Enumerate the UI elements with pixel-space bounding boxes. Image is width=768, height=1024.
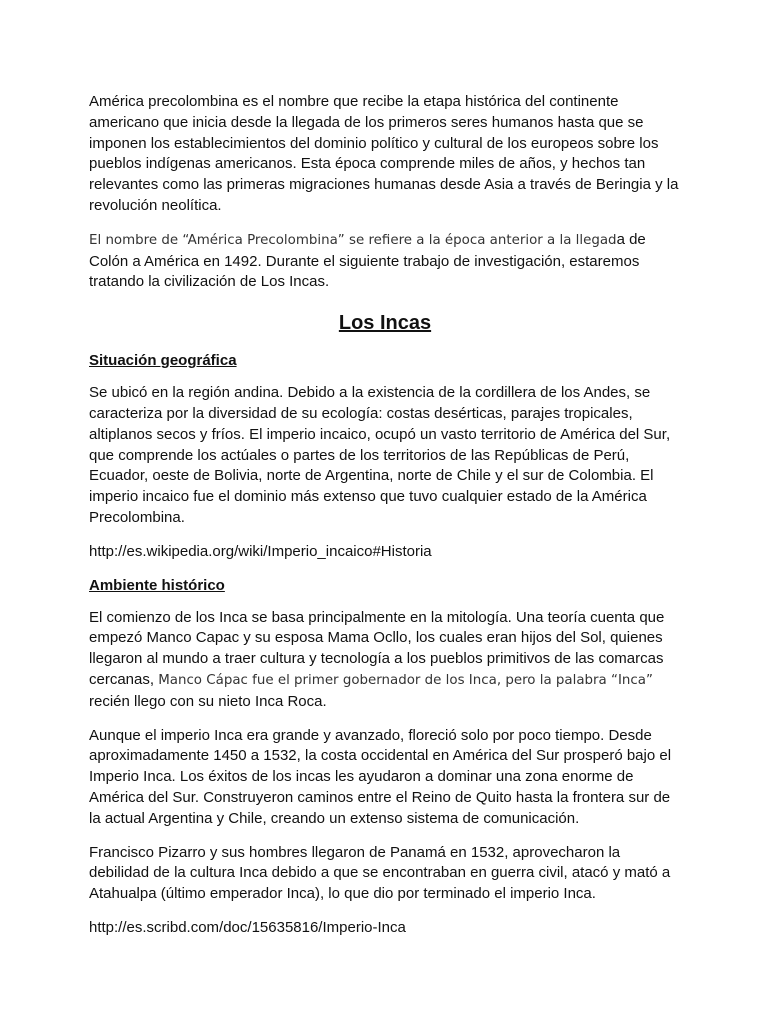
document-page [89,92,681,939]
ambiente-paragraph-1 [89,608,681,713]
section-heading-situacion: Situación geográfica [89,352,237,370]
wikipedia-link[interactable]: http://es.wikipedia.org/wiki/Imperio_incaico#Historia [89,542,432,560]
ambiente-p1-end: recién llego con su nieto Inca Roca. [89,692,327,710]
nombre-paragraph [89,230,681,293]
intro-paragraph: América precolombina es el nombre que recibe la etapa histórica del continente americano que inicia desde la llegada de los primeros seres humanos hasta que se imponen los establecimientos del dominio político y cultural de los europeos sobre los pueblos indígenas americanos. Esta época comprende miles de años, y hechos tan relevantes como las primeras migraciones humanas desde Asia a través de Beringia y la revolución neolítica. [89,93,679,214]
ambiente-paragraph-2: Aunque el imperio Inca era grande y avanzado, floreció solo por poco tiempo. Desde aproximadamente 1450 a 1532, la costa occidental en América del Sur prosperó bajo el Imperio Inca. Los éxitos de los incas les ayudaron a dominar una zona enorme de América del Sur. Construyeron caminos entre el Reino de Quito hasta la frontera sur de la actual Argentina y Chile, creando un extenso sistema de comunicación. [89,726,672,827]
page-title: Los Incas [338,312,432,335]
situacion-paragraph: Se ubicó en la región andina. Debido a la existencia de la cordillera de los Andes, se caracteriza por la diversidad de su ecología: costas desérticas, parajes tropicales, altiplanos secos y fríos. El imperio incaico, ocupó un vasto territorio de América del Sur, que comprende los actúales o partes de los territorios de las Repúblicas de Perú, Ecuador, oeste de Bolivia, norte de Argentina, norte de Chile y el sur de Colombia. El imperio incaico fue el dominio más extenso que tuvo cualquier estado de la América Precolombina. [89,384,671,526]
ambiente-p1-alt-font: Manco Cápac fue el primer gobernador de los Inca, pero la palabra “Inca” [158,672,653,688]
nombre-text-alt-font: El nombre de “América Precolombina” se refiere a la época anterior a la llegad [89,232,617,248]
section-heading-ambiente: Ambiente histórico [89,576,225,594]
nombre-text: a de Colón a América en 1492. Durante el siguiente trabajo de investigación, estaremos tratando la civilización de Los Incas. [89,230,646,291]
ambiente-paragraph-3: Francisco Pizarro y sus hombres llegaron de Panamá en 1532, aprovecharon la debilidad de la cultura Inca debido a que se encontraban en guerra civil, atacó y mató a Atahualpa (último emperador Inca), lo que dio por terminado el imperio Inca. [89,843,671,903]
ambiente-p1-text: El comienzo de los Inca se basa principalmente en la mitología. Una teoría cuenta que empezó Manco Capac y su esposa Mama Ocllo, los cuales eran hijos del Sol, quienes llegaron al mundo a traer cultura y tecnología a los pueblos primitivos de las comarcas cercanas, [89,608,665,688]
scribd-link[interactable]: http://es.scribd.com/doc/15635816/Imperio-Inca [89,918,406,936]
